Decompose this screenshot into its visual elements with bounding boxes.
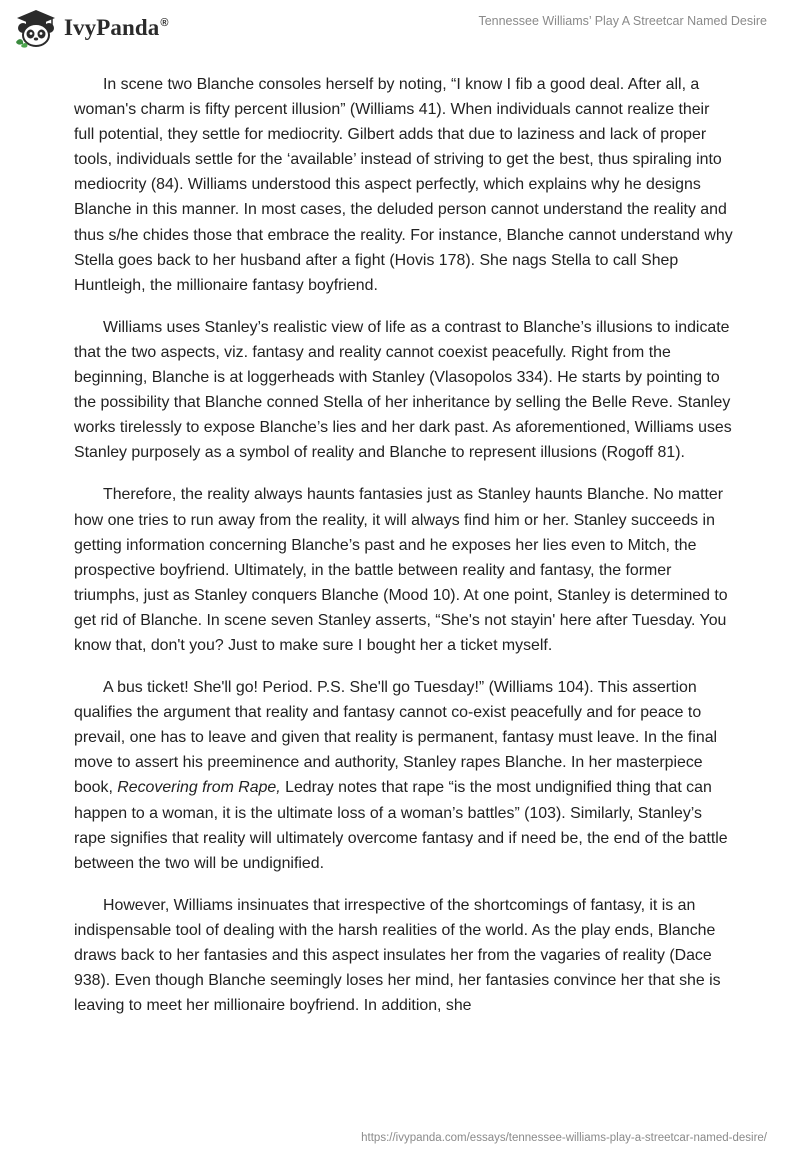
book-title: Recovering from Rape, — [117, 779, 281, 797]
paragraph-text: A bus ticket! She'll go! Period. P.S. She'll go Tuesday!” (Williams 104). This assertion qualifies the argument that reality and fantasy cannot co-exist peacefully and for peace to prevail, one has to leave and given that reality is permanent, fantasy must leave. In the final move to assert his preeminence and authority, Stanley rapes Blanche. In her masterpiece book, — [74, 679, 718, 797]
ivypanda-logo[interactable] — [14, 8, 169, 48]
paragraph: However, Williams insinuates that irrespective of the shortcomings of fantasy, it is an indispensable tool of dealing with the harsh realities of the world. As the play ends, Blanche draws back to her fantasies and this aspect insulates her from the vagaries of reality (Dace 938). Even though Blanche seemingly loses her mind, her fantasies convince her that she is leaving to meet her millionaire boyfriend. In addition, she — [74, 896, 721, 1015]
logo-wordmark: IvyPanda® — [64, 15, 169, 40]
paragraph: Williams uses Stanley’s realistic view of life as a contrast to Blanche’s illusions to indicate that the two aspects, viz. fantasy and reality cannot coexist peacefully. Right from the beginning, Blanche is at loggerheads with Stanley (Vlasopolos 334). He starts by pointing to the possibility that Blanche conned Stella of her inheritance by selling the Belle Reve. Stanley works tirelessly to expose Blanche’s lies and her dark past. As aforementioned, Williams uses Stanley purposely as a symbol of reality and Blanche to represent illusions (Rogoff 81). — [74, 318, 732, 462]
source-url-link[interactable]: https://ivypanda.com/essays/tennessee-williams-play-a-streetcar-named-desire/ — [361, 1132, 767, 1144]
paragraph: In scene two Blanche consoles herself by noting, “I know I fib a good deal. After all, a woman's charm is fifty percent illusion” (Williams 41). When individuals cannot realize their full potential, they settle for mediocrity. Gilbert adds that due to laziness and lack of proper tools, individuals settle for the ‘available’ instead of striving to get the best, thus spiraling into mediocrity (84). Williams understood this aspect perfectly, which explains why he designs Blanche in this manner. In most cases, the deluded person cannot understand the reality and thus s/he chides those that embrace the reality. For instance, Blanche cannot understand why Stella goes back to her husband after a fight (Hovis 178). She nags Stella to call Shep Huntleigh, the millionaire fantasy boyfriend. — [74, 76, 733, 294]
paragraph: Therefore, the reality always haunts fantasies just as Stanley haunts Blanche. No matter how one tries to run away from the reality, it will always find him or her. Stanley succeeds in getting information concerning Blanche’s past and he exposes her lies even to Mitch, the prospective boyfriend. Ultimately, in the battle between reality and fantasy, the former triumphs, just as Stanley conquers Blanche (Mood 10). At one point, Stanley is determined to get rid of Blanche. In scene seven Stanley asserts, “She's not stayin' here after Tuesday. You know that, don't you? Just to make sure I bought her a ticket myself. — [74, 486, 728, 654]
panda-graduate-icon — [14, 8, 58, 48]
paragraph-text: Ledray notes that rape “is the most undignified thing that can happen to a woman, it is the ultimate loss of a woman’s battles” (103). Similarly, Stanley’s rape signifies that reality will ultimately overcome fantasy and if need be, the end of the battle between the two will be undignified. — [74, 779, 728, 872]
page-header — [0, 0, 800, 60]
paragraph — [74, 675, 734, 876]
essay-body — [74, 72, 734, 1035]
document-title: Tennessee Williams’ Play A Streetcar Named Desire — [478, 14, 767, 28]
